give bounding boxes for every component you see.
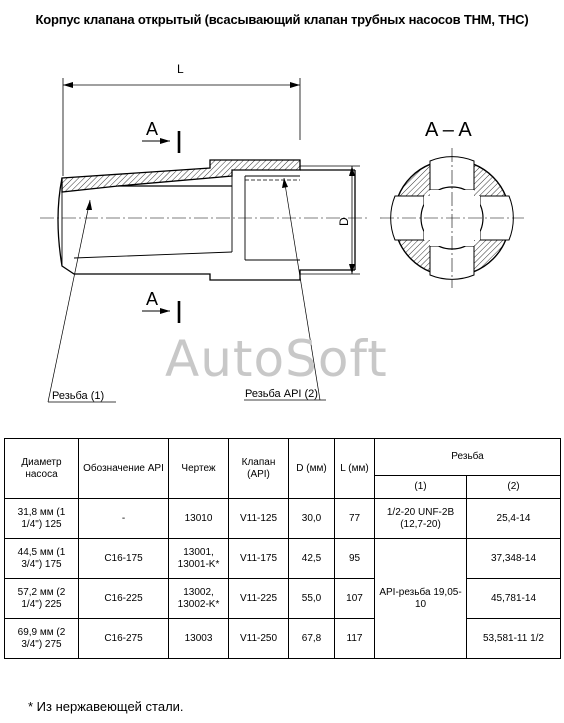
- section-mark-top: [142, 119, 179, 153]
- cell-thread-2: 37,348-14: [467, 539, 561, 579]
- section-view-title: A – A: [425, 119, 472, 141]
- section-mark-bottom-label: A: [146, 289, 159, 309]
- header-thread: Резьба: [375, 439, 561, 476]
- thread-callout-1-label: Резьба (1): [52, 390, 105, 402]
- cell-d: 30,0: [289, 499, 335, 539]
- cell-l: 117: [335, 619, 375, 659]
- footnote: * Из нержавеющей стали.: [28, 699, 184, 714]
- table-row: [5, 579, 561, 619]
- cell-drawing: 13001, 13001-K*: [169, 539, 229, 579]
- cell-l: 107: [335, 579, 375, 619]
- cell-thread-2: 45,781-14: [467, 579, 561, 619]
- table-row: [5, 499, 561, 539]
- dimension-d-label: D: [337, 217, 351, 226]
- cell-valve: V11-225: [229, 579, 289, 619]
- page-title: Корпус клапана открытый (всасывающий клапан трубных насосов ТНМ, ТНС): [35, 12, 529, 27]
- header-thread-1: (1): [375, 476, 467, 499]
- dimension-d: [300, 166, 360, 274]
- cell-diameter: 57,2 мм (2 1/4") 225: [5, 579, 79, 619]
- section-view-a-a: [380, 119, 524, 288]
- section-mark-top-label: A: [146, 119, 159, 139]
- table-header-row: [5, 439, 561, 476]
- cell-drawing: 13010: [169, 499, 229, 539]
- cell-thread-2: 53,581-11 1/2: [467, 619, 561, 659]
- section-mark-bottom: [142, 289, 179, 323]
- dimension-l: [63, 62, 300, 176]
- cell-api: C16-275: [79, 619, 169, 659]
- header-drawing: Чертеж: [169, 439, 229, 499]
- cell-api: C16-175: [79, 539, 169, 579]
- header-l: L (мм): [335, 439, 375, 499]
- table-row: [5, 539, 561, 579]
- thread-callout-api-label: Резьба API (2): [245, 388, 318, 400]
- dimension-l-label: L: [177, 62, 184, 76]
- table-row: [5, 619, 561, 659]
- header-d: D (мм): [289, 439, 335, 499]
- watermark: AutoSoft: [165, 330, 388, 388]
- cell-valve: V11-250: [229, 619, 289, 659]
- cell-api: -: [79, 499, 169, 539]
- header-thread-2: (2): [467, 476, 561, 499]
- cell-d: 67,8: [289, 619, 335, 659]
- cell-thread-1: 1/2-20 UNF-2B (12,7-20): [375, 499, 467, 539]
- cell-thread-1-merged: API-резьба 19,05-10: [375, 539, 467, 659]
- cell-api: C16-225: [79, 579, 169, 619]
- cell-valve: V11-175: [229, 539, 289, 579]
- cell-valve: V11-125: [229, 499, 289, 539]
- cell-l: 95: [335, 539, 375, 579]
- cell-d: 42,5: [289, 539, 335, 579]
- header-api-designation: Обозначение API: [79, 439, 169, 499]
- header-diameter: Диаметр насоса: [5, 439, 79, 499]
- cell-diameter: 44,5 мм (1 3/4") 175: [5, 539, 79, 579]
- cell-diameter: 31,8 мм (1 1/4") 125: [5, 499, 79, 539]
- cell-d: 55,0: [289, 579, 335, 619]
- cell-l: 77: [335, 499, 375, 539]
- valve-body: [58, 160, 355, 280]
- header-valve: Клапан (API): [229, 439, 289, 499]
- cell-thread-2: 25,4-14: [467, 499, 561, 539]
- cell-diameter: 69,9 мм (2 3/4") 275: [5, 619, 79, 659]
- cell-drawing: 13003: [169, 619, 229, 659]
- cell-drawing: 13002, 13002-K*: [169, 579, 229, 619]
- specs-table: [4, 438, 561, 659]
